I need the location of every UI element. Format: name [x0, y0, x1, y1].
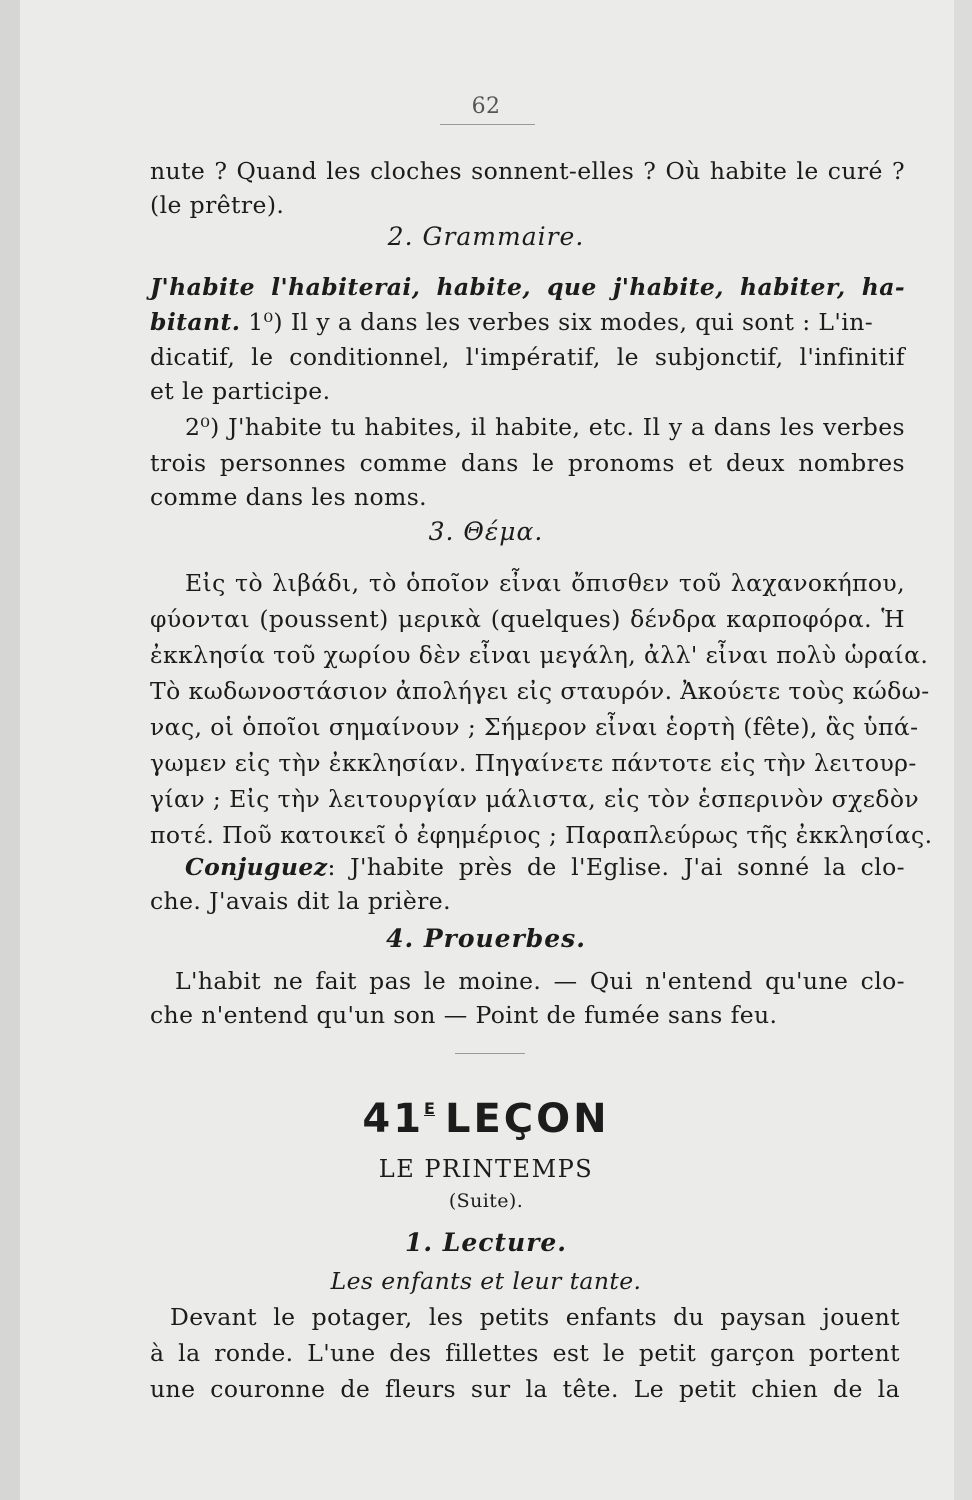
lesson-subtitle: (Suite). — [448, 1190, 524, 1212]
reading-heading: 1. Lecture. — [404, 1228, 567, 1257]
text-line: che. J'avais dit la prière. — [150, 887, 451, 915]
greek-line: ποτέ. Ποῦ κατοικεῖ ὁ ἐφημέριος ; Παραπλεύρως τῆς ἐκκλησίας. — [150, 821, 933, 849]
greek-line: νας, οἱ ὁποῖοι σημαίνουν ; Σήμερον εἶναι ἑορτὴ (fête), ἃς ὑπά- — [150, 713, 919, 741]
greek-line: Τὸ κωδωνοστάσιον ἀπολήγει εἰς σταυρόν. Ἀκούετε τοὺς κώδω- — [150, 677, 930, 705]
greek-line: γωμεν εἰς τὴν ἐκκλησίαν. Πηγαίνετε πάντοτε εἰς τὴν λειτουρ- — [150, 749, 917, 777]
conjugation-script-line: J'habite l'habiterai, habite, que j'habite, habiter, ha- — [150, 273, 905, 301]
text-line: une couronne de fleurs sur la tête. Le petit chien de la — [150, 1375, 900, 1403]
text-line: à la ronde. L'une des fillettes est le petit garçon portent — [150, 1339, 900, 1367]
greek-line: φύονται (poussent) μερικὰ (quelques) δένδρα καρποφόρα. Ἡ — [150, 605, 905, 633]
text-line: Devant le potager, les petits enfants du paysan jouent — [170, 1303, 900, 1331]
text-line: L'habit ne fait pas le moine. — Qui n'entend qu'une clo- — [175, 967, 905, 995]
lesson-heading — [0, 1085, 972, 1148]
thema-heading: 3. Θέμα. — [428, 517, 544, 546]
text-line: che n'entend qu'un son — Point de fumée sans feu. — [150, 1001, 778, 1029]
text-line: et le participe. — [150, 377, 331, 405]
lesson-title: LE PRINTEMPS — [378, 1155, 594, 1183]
conjugation-script-end: bitant. — [150, 308, 241, 336]
conjugation-exercise — [185, 850, 905, 884]
greek-line: Εἰς τὸ λιβάδι, τὸ ὁποῖον εἶναι ὄπισθεν τοῦ λαχανοκήπου, — [185, 569, 905, 597]
proverbs-heading: 4. Prouerbes. — [386, 924, 586, 953]
conjuguez-text: : J'habite près de l'Eglise. J'ai sonné la clo- — [327, 853, 905, 881]
text-line: (le prêtre). — [150, 191, 285, 219]
page-number-rule — [440, 124, 535, 125]
lesson-word: LEÇON — [444, 1096, 610, 1142]
greek-line: γίαν ; Εἰς τὴν λειτουργίαν μάλιστα, εἰς τὸν ἑσπερινὸν σχεδὸν — [150, 785, 920, 813]
lesson-number-suffix: E — [424, 1099, 435, 1118]
text-line: nute ? Quand les cloches sonnent-elles ? Où habite le curé ? — [150, 157, 905, 185]
text-line: 2⁰) J'habite tu habites, il habite, etc. Il y a dans les verbes — [185, 413, 905, 441]
greek-line: ἐκκλησία τοῦ χωρίου δὲν εἶναι μεγάλη, ἀλλ' εἶναι πολὺ ὡραία. — [150, 641, 929, 669]
lesson-number: 41 — [362, 1096, 425, 1142]
text-line: dicatif, le conditionnel, l'impératif, le subjonctif, l'infinitif — [150, 343, 905, 371]
text-line: comme dans les noms. — [150, 483, 428, 511]
section-divider — [455, 1053, 525, 1054]
grammar-rule-1: 1⁰) Il y a dans les verbes six modes, qui sont : L'in- — [248, 308, 874, 336]
page-number: 62 — [471, 94, 501, 119]
text-line — [150, 305, 905, 339]
story-title: Les enfants et leur tante. — [330, 1267, 642, 1295]
conjuguez-label: Conjuguez — [185, 853, 328, 881]
grammar-heading: 2. Grammaire. — [387, 222, 585, 251]
text-line: trois personnes comme dans le pronoms et deux nombres — [150, 449, 905, 477]
